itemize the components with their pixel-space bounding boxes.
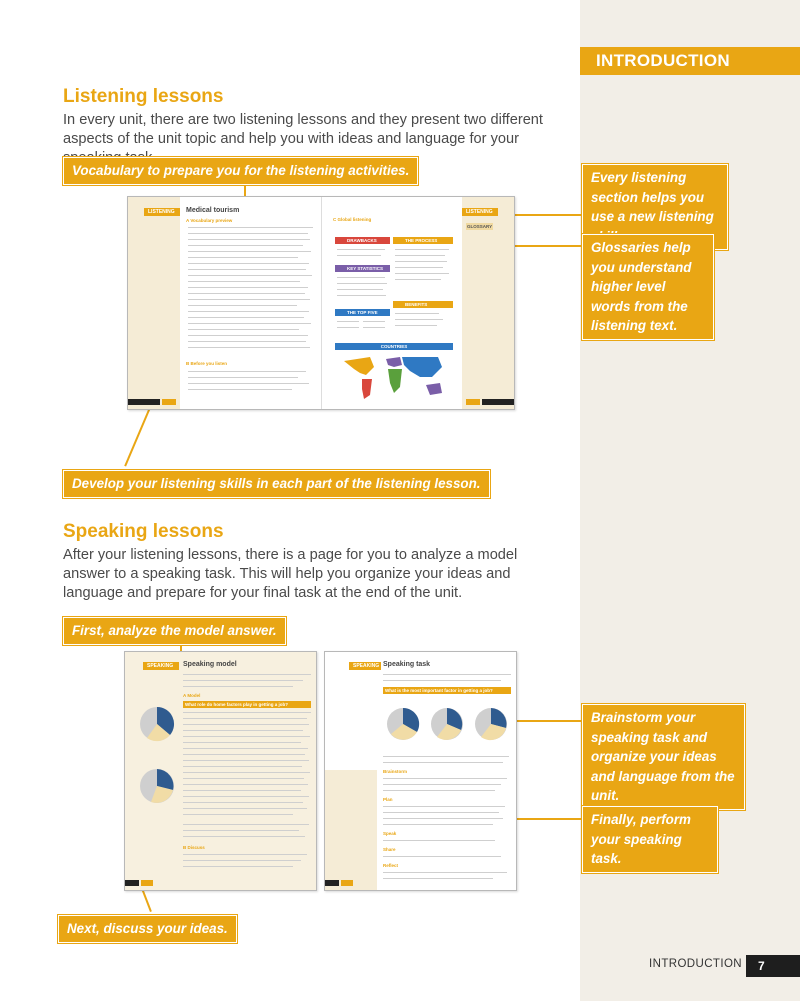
callout-perform: Finally, perform your speaking task. [582, 806, 718, 873]
thumb-drawbacks: DRAWBACKS [335, 237, 390, 244]
thumb-top-five: THE TOP FIVE [335, 309, 390, 316]
thumb-key-statistics: KEY STATISTICS [335, 265, 390, 272]
connector-line [124, 405, 151, 466]
thumb-glossary: GLOSSARY [467, 224, 493, 229]
pie-chart-image [137, 704, 177, 744]
callout-discuss: Next, discuss your ideas. [58, 915, 237, 943]
thumb-task-banner: What is the most important factor in getting a job? [383, 687, 511, 694]
margin-strip [128, 197, 180, 409]
speaking-title: Speaking lessons [63, 521, 224, 542]
page-footer [648, 955, 800, 977]
listening-body: In every unit, there are two listening lessons and they present two different aspects of the unit topic and help you with ideas and language for your [63, 112, 543, 147]
thumb-process: THE PROCESS [393, 237, 453, 244]
pie-charts-image [383, 700, 511, 750]
thumb-benefits: BENEFITS [393, 301, 453, 308]
thumb-title: Medical tourism [186, 207, 240, 214]
page-number: 7 [746, 955, 800, 977]
speaking-task-thumbnail: SPEAKING Speaking task What is the most important factor in getting a job? Brainstorm Plan Speak Share Reflect [324, 651, 517, 891]
callout-brainstorm: Brainstorm your speaking task and organize your ideas and language from the unit. [582, 704, 745, 810]
callout-analyze-model: First, analyze the model answer. [63, 617, 286, 645]
callout-glossary: Glossaries help you understand higher level words from the listening text. [582, 234, 714, 340]
listening-tab-right: LISTENING [462, 208, 498, 216]
footer-section-label: INTRODUCTION [649, 958, 742, 970]
thumb-before-heading: B Before you listen [186, 361, 228, 366]
pie-chart-image [137, 766, 177, 806]
listening-tab-left: LISTENING [144, 208, 180, 216]
callout-vocabulary: Vocabulary to prepare you for the listening activities. [63, 157, 418, 185]
thumb-countries: COUNTRIES [335, 343, 453, 350]
listening-spread-thumbnail [127, 196, 515, 410]
callout-listening-skill: Every listening section helps you use a new listening [582, 164, 728, 250]
thumb-model-banner: What role do home factors play in getting a job? [183, 701, 311, 708]
listening-title: Listening lessons [63, 86, 224, 107]
thumb-skill-heading: C Global listening [333, 217, 372, 222]
page-gutter [321, 197, 322, 409]
thumb-vocab-heading: A Vocabulary preview [186, 218, 233, 223]
world-map-image [340, 353, 450, 401]
speaking-body: After your listening lessons, there is a page for you to analyze a model answer to a speaking task. This will help you organize your ideas and language and prepare for your final task at the end of the unit. [63, 547, 518, 601]
callout-develop-skills: Develop your listening skills in each part of the listening lesson. [63, 470, 490, 498]
thumb-unit-right [466, 399, 480, 405]
thumb-unit-left [162, 399, 176, 405]
thumb-speaking-task-title: Speaking task [383, 661, 431, 668]
speaking-model-thumbnail: SPEAKING Speaking model A Model What role do home factors play in getting a job? B Discuss [124, 651, 317, 891]
thumb-speaking-model-title: Speaking model [183, 661, 237, 668]
introduction-tab: INTRODUCTION [580, 47, 800, 75]
